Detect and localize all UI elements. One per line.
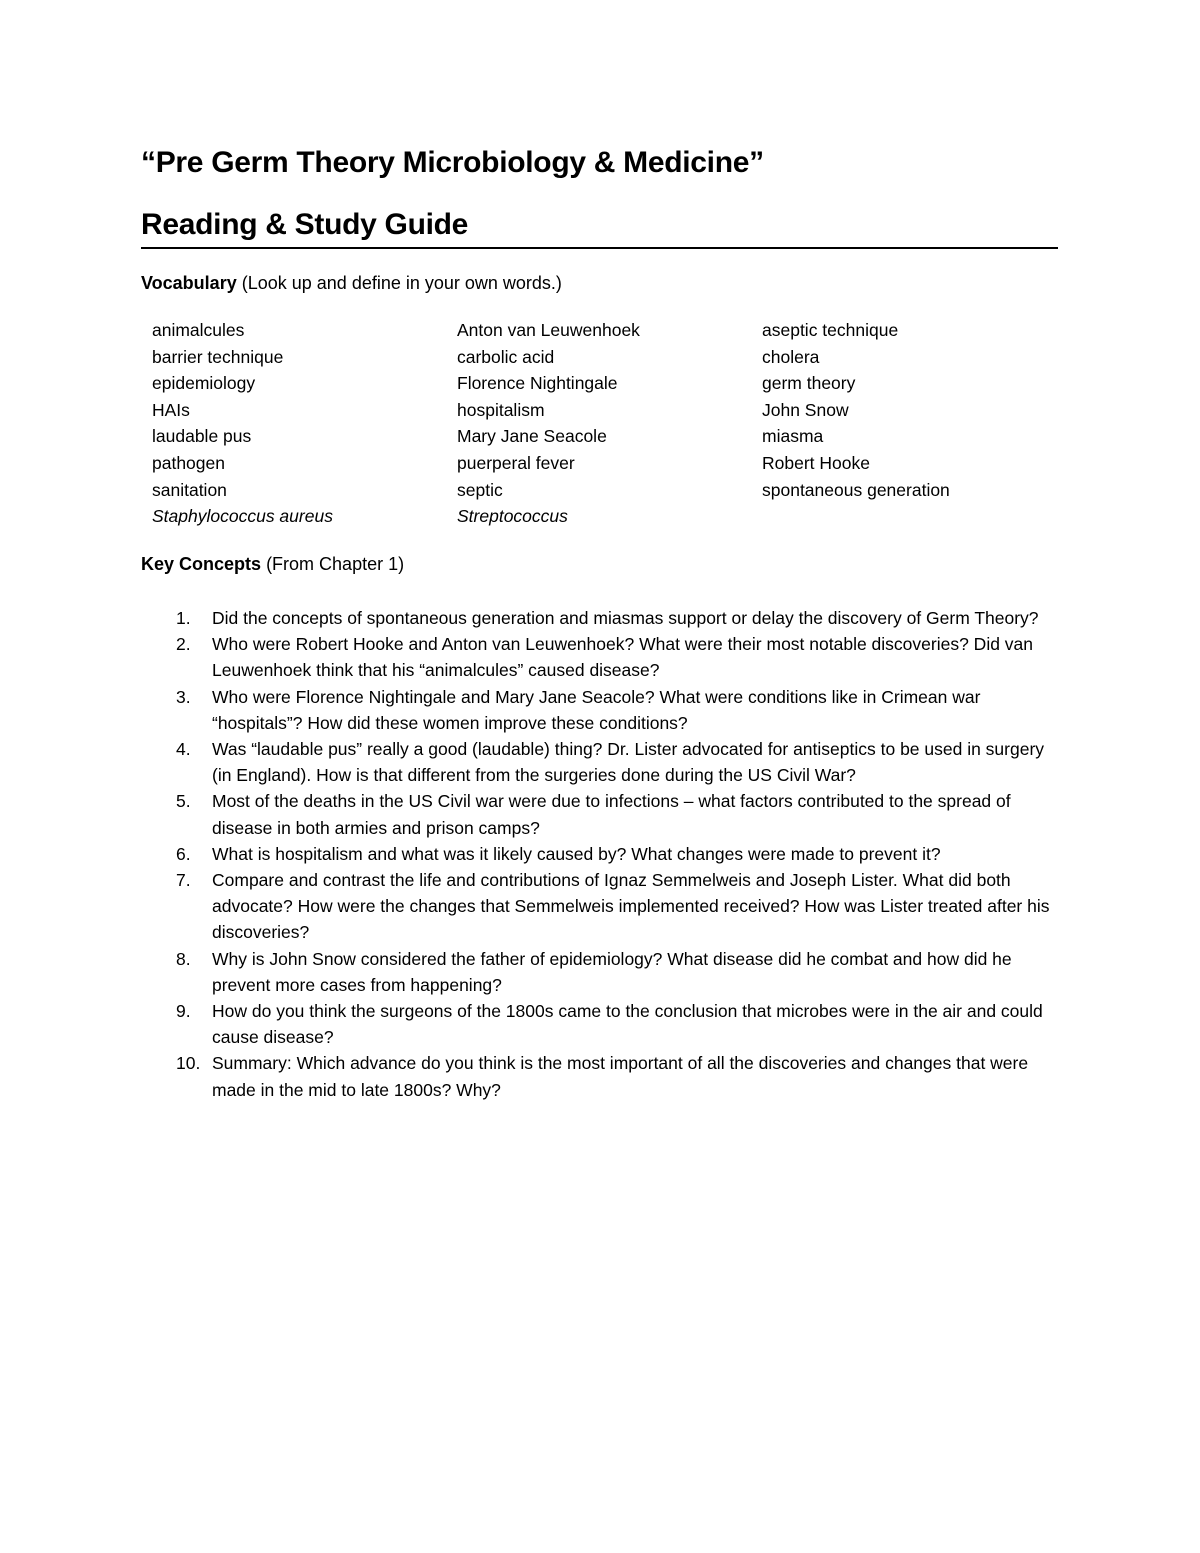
vocab-term: pathogen: [152, 452, 225, 473]
vocab-term: laudable pus: [152, 426, 252, 447]
question-text: How do you think the surgeons of the 1800s came to the conclusion that microbes were in the air and could cause disease?: [212, 1001, 1043, 1048]
question-item: [0, 631, 1062, 683]
vocab-term: John Snow: [762, 399, 849, 420]
question-number: 5.: [176, 791, 191, 812]
question-number: 3.: [176, 686, 191, 707]
key-concepts-heading-label: Key Concepts: [141, 554, 262, 574]
question-number: 4.: [176, 739, 191, 760]
question-number: 7.: [176, 870, 191, 891]
question-item: [0, 684, 1062, 736]
vocabulary-column-2: [457, 317, 640, 530]
vocab-term: carbolic acid: [457, 346, 555, 367]
key-concepts-question-list: [0, 605, 1200, 1103]
vocab-term: Florence Nightingale: [457, 373, 618, 394]
vocab-term: Streptococcus: [457, 506, 568, 527]
vocabulary-column-3: [762, 317, 950, 503]
vocabulary-heading-label: Vocabulary: [141, 273, 237, 293]
vocab-term: septic: [457, 479, 503, 500]
question-item: [0, 788, 1062, 840]
question-item: [0, 736, 1062, 788]
question-number: 10.: [176, 1053, 201, 1074]
vocab-term: sanitation: [152, 479, 227, 500]
document-subtitle: Reading & Study Guide: [141, 208, 469, 241]
question-text: Did the concepts of spontaneous generation and miasmas support or delay the discovery of Germ Theory?: [212, 608, 1039, 628]
vocab-term: HAIs: [152, 399, 190, 420]
question-number: 8.: [176, 948, 191, 969]
key-concepts-note: (From Chapter 1): [266, 554, 405, 574]
vocabulary-instruction: (Look up and define in your own words.): [241, 273, 562, 293]
vocab-term: puerperal fever: [457, 452, 575, 473]
vocab-term: animalcules: [152, 320, 245, 340]
vocabulary-column-1: [152, 317, 333, 530]
question-number: 9.: [176, 1001, 191, 1022]
vocab-term: Anton van Leuwenhoek: [457, 320, 640, 340]
vocab-term: cholera: [762, 346, 820, 367]
question-number: 1.: [176, 608, 191, 628]
vocab-term: epidemiology: [152, 373, 256, 394]
question-item: [0, 867, 1062, 946]
vocab-term: Mary Jane Seacole: [457, 426, 607, 447]
question-item: [0, 1050, 1062, 1102]
vocabulary-heading: [141, 273, 562, 294]
title-divider: [141, 247, 1058, 249]
question-text: What is hospitalism and what was it likely caused by? What changes were made to prevent it?: [212, 843, 941, 864]
vocab-term: Robert Hooke: [762, 452, 870, 473]
vocab-term: germ theory: [762, 373, 856, 394]
question-text: Was “laudable pus” really a good (laudable) thing? Dr. Lister advocated for antiseptics to be used in surgery (in England). How is that different from the surgeries done during the US Civil War?: [212, 739, 1045, 786]
vocab-term: Staphylococcus aureus: [152, 506, 333, 527]
question-item: [0, 946, 1062, 998]
question-text: Most of the deaths in the US Civil war were due to infections – what factors contributed to the spread of disease in both armies and prison camps?: [212, 791, 1011, 838]
key-concepts-heading: [141, 554, 404, 575]
question-text: Compare and contrast the life and contributions of Ignaz Semmelweis and Joseph Lister. What did both advocate? How were the changes that Semmelweis implemented received? How was Lister treated after his discoveries?: [212, 870, 1050, 943]
document-title: “Pre Germ Theory Microbiology & Medicine”: [141, 146, 764, 179]
question-item: [0, 998, 1062, 1050]
question-text: Summary: Which advance do you think is the most important of all the discoveries and changes that were made in the mid to late 1800s? Why?: [212, 1053, 1029, 1100]
vocab-term: aseptic technique: [762, 320, 899, 340]
question-text: Who were Florence Nightingale and Mary Jane Seacole? What were conditions like in Crimean war “hospitals”? How did these women improve these conditions?: [212, 686, 981, 733]
question-number: 2.: [176, 634, 191, 655]
question-item: [0, 605, 1062, 631]
question-text: Who were Robert Hooke and Anton van Leuwenhoek? What were their most notable discoveries? Did van Leuwenhoek think that his “animalcules” caused disease?: [212, 634, 1034, 681]
question-text: Why is John Snow considered the father of epidemiology? What disease did he combat and how did he prevent more cases from happening?: [212, 948, 1012, 995]
vocab-term: spontaneous generation: [762, 479, 950, 500]
question-item: [0, 841, 1062, 867]
vocab-term: barrier technique: [152, 346, 284, 367]
question-number: 6.: [176, 843, 191, 864]
vocab-term: miasma: [762, 426, 824, 447]
vocab-term: hospitalism: [457, 399, 545, 420]
